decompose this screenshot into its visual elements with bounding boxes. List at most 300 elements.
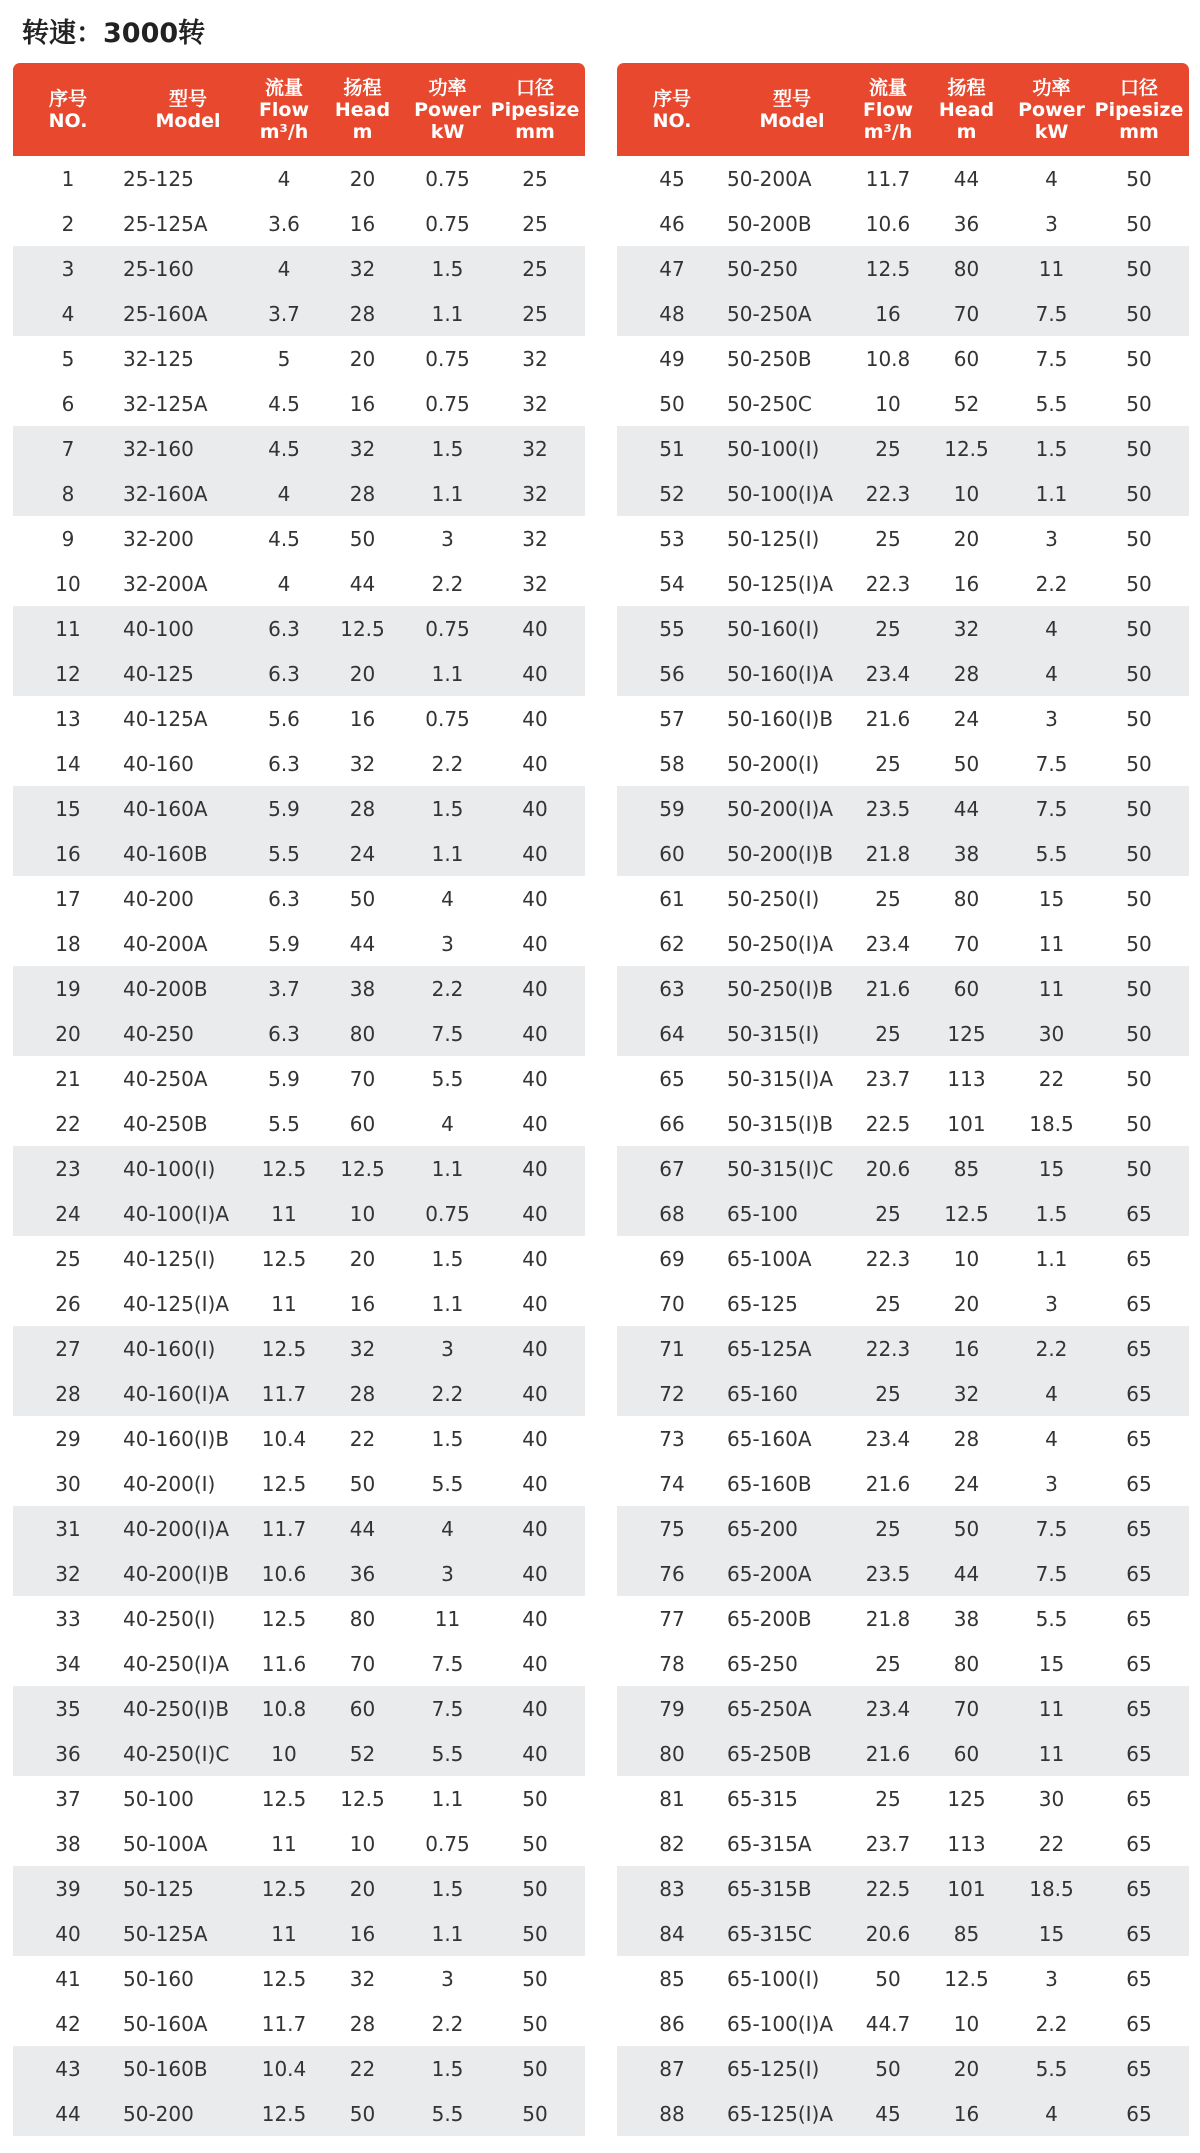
- cell-flow: 21.6: [865, 1471, 911, 1496]
- table-header: [13, 63, 585, 156]
- cell-no: 22: [55, 1111, 81, 1136]
- header-model-cn: 型号: [168, 87, 207, 110]
- cell-no: 54: [659, 571, 685, 596]
- cell-no: 24: [55, 1201, 81, 1226]
- cell-head: 32: [953, 616, 980, 641]
- table-row: [13, 291, 585, 336]
- cell-pipe: 40: [522, 1741, 548, 1766]
- cell-model: 40-160B: [123, 841, 208, 866]
- cell-no: 88: [659, 2101, 685, 2126]
- cell-flow: 11.7: [261, 1516, 307, 1541]
- table-row: [13, 966, 585, 1011]
- cell-model: 50-100A: [123, 1831, 208, 1856]
- cell-head: 60: [349, 1111, 376, 1136]
- cell-model: 50-200(I)B: [727, 841, 834, 866]
- cell-head: 16: [349, 211, 376, 236]
- cell-no: 16: [55, 841, 81, 866]
- table-body: [13, 156, 585, 2136]
- cell-flow: 23.4: [865, 931, 911, 956]
- table-row: [617, 1371, 1189, 1416]
- cell-power: 1.1: [431, 1921, 464, 1946]
- cell-power: 1.5: [1035, 436, 1068, 461]
- table-row: [617, 831, 1189, 876]
- cell-power: 4: [441, 886, 454, 911]
- cell-power: 22: [1038, 1831, 1065, 1856]
- header-pipe: [485, 77, 585, 143]
- cell-pipe: 50: [522, 2056, 548, 2081]
- cell-head: 32: [953, 1381, 980, 1406]
- table-row: [617, 2001, 1189, 2046]
- cell-head: 32: [349, 751, 376, 776]
- cell-model: 40-160: [123, 751, 194, 776]
- cell-power: 15: [1038, 1156, 1065, 1181]
- cell-flow: 22.3: [865, 1246, 911, 1271]
- cell-pipe: 50: [522, 1831, 548, 1856]
- table-row: [617, 1911, 1189, 1956]
- cell-model: 40-250(I): [123, 1606, 216, 1631]
- cell-pipe: 40: [522, 1561, 548, 1586]
- cell-flow: 25: [875, 751, 901, 776]
- cell-flow: 45: [875, 2101, 901, 2126]
- cell-model: 25-160: [123, 256, 194, 281]
- cell-head: 70: [953, 301, 980, 326]
- cell-no: 34: [55, 1651, 81, 1676]
- header-flow-unit: m³/h: [259, 120, 309, 143]
- cell-no: 45: [659, 166, 685, 191]
- cell-flow: 5.9: [268, 931, 300, 956]
- cell-head: 10: [953, 481, 980, 506]
- cell-no: 46: [659, 211, 685, 236]
- table-row: [13, 1821, 585, 1866]
- table-row: [13, 1056, 585, 1101]
- cell-no: 29: [55, 1426, 81, 1451]
- cell-model: 50-200(I): [727, 751, 820, 776]
- cell-pipe: 50: [1126, 391, 1152, 416]
- cell-pipe: 65: [1126, 1876, 1152, 1901]
- cell-no: 14: [55, 751, 81, 776]
- cell-model: 50-250A: [727, 301, 812, 326]
- cell-head: 20: [349, 346, 376, 371]
- table-row: [617, 2091, 1189, 2136]
- cell-flow: 10.8: [261, 1696, 307, 1721]
- cell-flow: 25: [875, 1021, 901, 1046]
- cell-head: 38: [953, 841, 980, 866]
- cell-flow: 12.5: [261, 2101, 307, 2126]
- cell-power: 7.5: [1035, 796, 1068, 821]
- cell-model: 50-160(I)A: [727, 661, 834, 686]
- cell-flow: 23.4: [865, 1426, 911, 1451]
- cell-head: 50: [349, 886, 376, 911]
- cell-flow: 22.5: [865, 1111, 911, 1136]
- cell-head: 101: [947, 1876, 986, 1901]
- header-flow-cn: 流量: [868, 76, 907, 99]
- cell-no: 53: [659, 526, 685, 551]
- cell-pipe: 40: [522, 1336, 548, 1361]
- header-head-unit: m: [352, 120, 373, 143]
- cell-pipe: 32: [522, 526, 548, 551]
- cell-model: 50-200B: [727, 211, 812, 236]
- cell-pipe: 65: [1126, 2101, 1152, 2126]
- cell-no: 75: [659, 1516, 685, 1541]
- header-no: [617, 88, 727, 132]
- cell-head: 113: [947, 1066, 986, 1091]
- cell-head: 32: [349, 1966, 376, 1991]
- table-row: [617, 921, 1189, 966]
- cell-pipe: 32: [522, 481, 548, 506]
- cell-no: 60: [659, 841, 685, 866]
- cell-power: 11: [434, 1606, 461, 1631]
- cell-pipe: 65: [1126, 1966, 1152, 1991]
- cell-model: 40-100(I)A: [123, 1201, 230, 1226]
- cell-head: 44: [953, 1561, 980, 1586]
- cell-model: 65-250: [727, 1651, 798, 1676]
- table-row: [13, 2001, 585, 2046]
- cell-model: 50-250B: [727, 346, 812, 371]
- cell-head: 70: [349, 1651, 376, 1676]
- cell-model: 65-160: [727, 1381, 798, 1406]
- cell-model: 40-200(I)B: [123, 1561, 230, 1586]
- cell-model: 50-315(I)B: [727, 1111, 834, 1136]
- cell-head: 44: [349, 1516, 376, 1541]
- cell-power: 1.1: [1035, 481, 1068, 506]
- table-row: [617, 786, 1189, 831]
- cell-head: 113: [947, 1831, 986, 1856]
- cell-pipe: 65: [1126, 1246, 1152, 1271]
- cell-no: 28: [55, 1381, 81, 1406]
- header-power-cn: 功率: [1032, 76, 1071, 99]
- cell-flow: 10.8: [865, 346, 911, 371]
- cell-power: 1.5: [431, 796, 464, 821]
- header-no: [13, 88, 123, 132]
- cell-power: 5.5: [1035, 2056, 1068, 2081]
- cell-no: 12: [55, 661, 81, 686]
- cell-model: 65-100: [727, 1201, 798, 1226]
- cell-model: 50-160: [123, 1966, 194, 1991]
- cell-head: 12.5: [944, 1966, 989, 1991]
- table-row: [13, 381, 585, 426]
- header-head: [919, 77, 1014, 143]
- cell-no: 19: [55, 976, 81, 1001]
- cell-head: 60: [349, 1696, 376, 1721]
- cell-model: 50-250C: [727, 391, 812, 416]
- cell-flow: 21.6: [865, 1741, 911, 1766]
- cell-power: 3: [1045, 706, 1058, 731]
- table-row: [617, 1416, 1189, 1461]
- cell-head: 16: [349, 1291, 376, 1316]
- cell-power: 15: [1038, 886, 1065, 911]
- cell-head: 12.5: [340, 1156, 385, 1181]
- cell-head: 70: [953, 931, 980, 956]
- cell-power: 4: [441, 1111, 454, 1136]
- cell-flow: 25: [875, 886, 901, 911]
- cell-head: 36: [349, 1561, 376, 1586]
- cell-power: 0.75: [425, 1201, 470, 1226]
- cell-head: 12.5: [944, 436, 989, 461]
- table-row: [13, 1776, 585, 1821]
- cell-power: 1.1: [1035, 1246, 1068, 1271]
- table-row: [13, 1956, 585, 2001]
- cell-power: 1.1: [431, 661, 464, 686]
- cell-model: 65-200B: [727, 1606, 812, 1631]
- table-row: [617, 966, 1189, 1011]
- cell-flow: 3.6: [268, 211, 300, 236]
- cell-model: 65-200A: [727, 1561, 812, 1586]
- cell-flow: 11: [271, 1921, 297, 1946]
- cell-head: 28: [349, 1381, 376, 1406]
- cell-model: 65-250B: [727, 1741, 812, 1766]
- cell-power: 22: [1038, 1066, 1065, 1091]
- cell-pipe: 65: [1126, 1606, 1152, 1631]
- header-head: [315, 77, 410, 143]
- cell-head: 44: [953, 796, 980, 821]
- cell-model: 65-315C: [727, 1921, 812, 1946]
- cell-power: 5.5: [431, 1471, 464, 1496]
- cell-no: 13: [55, 706, 81, 731]
- table-row: [13, 1911, 585, 1956]
- header-pipe-cn: 口径: [1119, 76, 1158, 99]
- cell-power: 0.75: [425, 391, 470, 416]
- table-row: [13, 2091, 585, 2136]
- cell-pipe: 40: [522, 1111, 548, 1136]
- cell-power: 1.5: [431, 436, 464, 461]
- cell-head: 12.5: [340, 1786, 385, 1811]
- cell-pipe: 50: [1126, 931, 1152, 956]
- cell-power: 0.75: [425, 166, 470, 191]
- cell-flow: 4: [277, 256, 291, 281]
- cell-flow: 44.7: [865, 2011, 911, 2036]
- cell-model: 40-160(I)A: [123, 1381, 230, 1406]
- cell-pipe: 50: [1126, 1156, 1152, 1181]
- cell-model: 32-160A: [123, 481, 208, 506]
- cell-no: 68: [659, 1201, 685, 1226]
- cell-power: 3: [1045, 211, 1058, 236]
- cell-flow: 4: [277, 166, 291, 191]
- table-row: [617, 1866, 1189, 1911]
- cell-flow: 12.5: [261, 1786, 307, 1811]
- cell-power: 7.5: [1035, 1561, 1068, 1586]
- cell-head: 12.5: [340, 616, 385, 641]
- table-row: [617, 1821, 1189, 1866]
- cell-pipe: 65: [1126, 2011, 1152, 2036]
- cell-no: 79: [659, 1696, 685, 1721]
- table-row: [617, 1101, 1189, 1146]
- table-row: [13, 1146, 585, 1191]
- cell-power: 2.2: [431, 2011, 464, 2036]
- cell-model: 50-125(I): [727, 526, 820, 551]
- cell-pipe: 50: [1126, 301, 1152, 326]
- header-power-unit: kW: [1034, 120, 1069, 143]
- header-power-cn: 功率: [428, 76, 467, 99]
- header-model-en: Model: [155, 109, 221, 132]
- table-row: [13, 1866, 585, 1911]
- cell-pipe: 65: [1126, 1291, 1152, 1316]
- cell-pipe: 65: [1126, 2056, 1152, 2081]
- cell-model: 65-315B: [727, 1876, 812, 1901]
- cell-no: 87: [659, 2056, 685, 2081]
- header-head-unit: m: [956, 120, 977, 143]
- table-row: [13, 2046, 585, 2091]
- cell-pipe: 50: [1126, 616, 1152, 641]
- table-row: [617, 696, 1189, 741]
- cell-model: 65-160A: [727, 1426, 812, 1451]
- cell-head: 20: [349, 1876, 376, 1901]
- cell-flow: 20.6: [865, 1921, 911, 1946]
- cell-flow: 11.7: [865, 166, 911, 191]
- cell-flow: 50: [875, 2056, 901, 2081]
- cell-head: 60: [953, 976, 980, 1001]
- cell-power: 2.2: [1035, 1336, 1068, 1361]
- cell-power: 3: [1045, 1291, 1058, 1316]
- cell-pipe: 40: [522, 931, 548, 956]
- cell-model: 40-100(I): [123, 1156, 216, 1181]
- cell-head: 10: [349, 1831, 376, 1856]
- cell-no: 7: [61, 436, 75, 461]
- cell-flow: 12.5: [261, 1876, 307, 1901]
- cell-power: 2.2: [431, 1381, 464, 1406]
- cell-pipe: 25: [522, 301, 548, 326]
- cell-head: 28: [953, 1426, 980, 1451]
- cell-head: 36: [953, 211, 980, 236]
- cell-pipe: 50: [1126, 841, 1152, 866]
- cell-flow: 10.4: [261, 2056, 307, 2081]
- cell-no: 71: [659, 1336, 685, 1361]
- cell-power: 4: [1045, 166, 1058, 191]
- cell-pipe: 32: [522, 391, 548, 416]
- header-flow: [253, 77, 315, 143]
- cell-no: 74: [659, 1471, 685, 1496]
- cell-head: 20: [349, 661, 376, 686]
- cell-no: 84: [659, 1921, 685, 1946]
- cell-pipe: 50: [1126, 706, 1152, 731]
- cell-flow: 25: [875, 616, 901, 641]
- cell-pipe: 50: [1126, 571, 1152, 596]
- table-row: [13, 1506, 585, 1551]
- cell-no: 64: [659, 1021, 685, 1046]
- cell-head: 20: [349, 166, 376, 191]
- cell-power: 4: [1045, 661, 1058, 686]
- cell-model: 50-200A: [727, 166, 812, 191]
- cell-no: 30: [55, 1471, 81, 1496]
- header-power-en: Power: [414, 98, 481, 121]
- cell-model: 50-160B: [123, 2056, 208, 2081]
- cell-model: 40-160(I)B: [123, 1426, 230, 1451]
- cell-pipe: 50: [1126, 211, 1152, 236]
- cell-pipe: 40: [522, 886, 548, 911]
- cell-flow: 10.6: [261, 1561, 307, 1586]
- cell-flow: 12.5: [261, 1156, 307, 1181]
- cell-model: 50-250(I)B: [727, 976, 834, 1001]
- cell-power: 7.5: [1035, 751, 1068, 776]
- cell-model: 40-200B: [123, 976, 208, 1001]
- cell-pipe: 50: [1126, 481, 1152, 506]
- cell-no: 65: [659, 1066, 685, 1091]
- cell-flow: 20.6: [865, 1156, 911, 1181]
- cell-pipe: 65: [1126, 1921, 1152, 1946]
- cell-power: 1.1: [431, 481, 464, 506]
- table-row: [13, 426, 585, 471]
- cell-flow: 11.7: [261, 1381, 307, 1406]
- header-power: [1014, 77, 1089, 143]
- cell-flow: 25: [875, 436, 901, 461]
- table-row: [617, 336, 1189, 381]
- cell-no: 72: [659, 1381, 685, 1406]
- table-row: [617, 651, 1189, 696]
- cell-head: 28: [349, 2011, 376, 2036]
- cell-head: 10: [349, 1201, 376, 1226]
- cell-model: 50-125A: [123, 1921, 208, 1946]
- cell-model: 40-160A: [123, 796, 208, 821]
- header-model: [727, 88, 857, 132]
- cell-model: 50-200(I)A: [727, 796, 834, 821]
- cell-power: 1.5: [431, 256, 464, 281]
- cell-flow: 12.5: [261, 1246, 307, 1271]
- cell-flow: 11: [271, 1831, 297, 1856]
- cell-pipe: 50: [1126, 1021, 1152, 1046]
- cell-no: 40: [55, 1921, 81, 1946]
- table-row: [617, 2046, 1189, 2091]
- cell-flow: 12.5: [865, 256, 911, 281]
- table-row: [617, 1551, 1189, 1596]
- cell-power: 3: [441, 1336, 454, 1361]
- table-row: [617, 381, 1189, 426]
- table-row: [13, 1281, 585, 1326]
- table-row: [617, 246, 1189, 291]
- cell-flow: 21.6: [865, 976, 911, 1001]
- cell-pipe: 50: [1126, 751, 1152, 776]
- cell-no: 51: [659, 436, 685, 461]
- cell-model: 65-100(I): [727, 1966, 820, 1991]
- cell-power: 3: [1045, 1471, 1058, 1496]
- cell-pipe: 32: [522, 571, 548, 596]
- cell-no: 67: [659, 1156, 685, 1181]
- cell-power: 4: [1045, 2101, 1058, 2126]
- cell-head: 28: [349, 481, 376, 506]
- table-row: [13, 156, 585, 201]
- cell-head: 60: [953, 1741, 980, 1766]
- cell-head: 80: [953, 256, 980, 281]
- cell-no: 36: [55, 1741, 81, 1766]
- cell-model: 40-125: [123, 661, 194, 686]
- cell-flow: 4: [277, 571, 291, 596]
- cell-no: 44: [55, 2101, 81, 2126]
- cell-flow: 50: [875, 1966, 901, 1991]
- cell-pipe: 50: [1126, 1111, 1152, 1136]
- cell-model: 40-250(I)A: [123, 1651, 230, 1676]
- cell-model: 65-100A: [727, 1246, 812, 1271]
- cell-pipe: 50: [1126, 1066, 1152, 1091]
- header-flow-en: Flow: [862, 98, 914, 121]
- cell-flow: 12.5: [261, 1966, 307, 1991]
- cell-no: 20: [55, 1021, 81, 1046]
- cell-flow: 5.6: [268, 706, 300, 731]
- cell-no: 37: [55, 1786, 81, 1811]
- cell-power: 1.5: [431, 1426, 464, 1451]
- cell-head: 16: [349, 391, 376, 416]
- cell-head: 20: [953, 2056, 980, 2081]
- cell-flow: 22.3: [865, 481, 911, 506]
- table-row: [617, 516, 1189, 561]
- cell-no: 38: [55, 1831, 81, 1856]
- cell-power: 1.1: [431, 301, 464, 326]
- cell-pipe: 50: [1126, 166, 1152, 191]
- cell-model: 40-200A: [123, 931, 208, 956]
- header-power-unit: kW: [430, 120, 465, 143]
- cell-head: 38: [953, 1606, 980, 1631]
- cell-no: 70: [659, 1291, 685, 1316]
- cell-pipe: 50: [1126, 436, 1152, 461]
- cell-power: 7.5: [1035, 346, 1068, 371]
- table-row: [13, 1011, 585, 1056]
